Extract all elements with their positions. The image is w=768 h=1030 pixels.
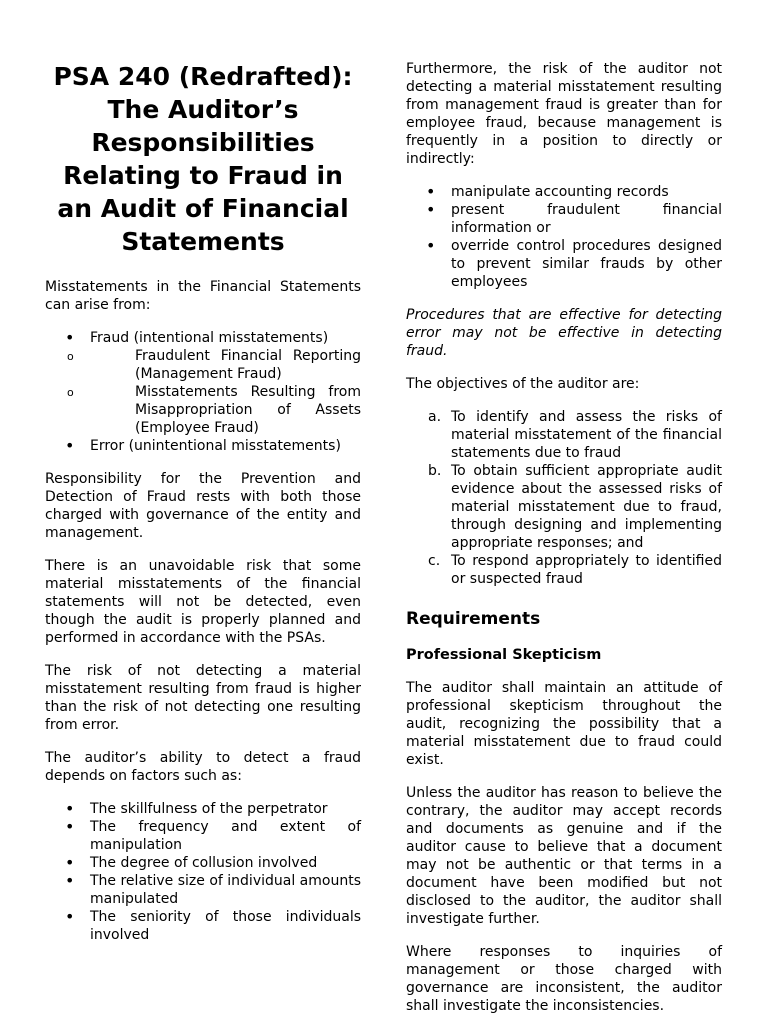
list-item — [406, 408, 722, 462]
records-genuine-paragraph: Unless the auditor has reason to believe the contrary, the auditor may accept records and documents as genuine and if the auditor cause to believe that a document may not be authentic or that terms in a document have been modified but not disclosed to the auditor, the auditor shall investigate further. — [406, 785, 722, 927]
list-item-text: To identify and assess the risks of material misstatement of the financial statements due to fraud — [451, 409, 722, 461]
list-item — [406, 462, 722, 552]
list-item — [45, 908, 361, 944]
list-item-text: To obtain sufficient appropriate audit evidence about the assessed risks of material misstatement due to fraud, through designing and implementing appropriate responses; and — [451, 463, 722, 551]
list-marker: c. — [428, 553, 441, 569]
list-item-text: The relative size of individual amounts manipulated — [90, 873, 361, 907]
list-item — [45, 854, 361, 872]
sublist-item-text: Fraudulent Financial Reporting (Management Fraud) — [135, 348, 361, 382]
list-item-text: The skillfulness of the perpetrator — [90, 801, 328, 817]
detection-factors-list — [45, 800, 361, 944]
sublist-item — [45, 383, 361, 437]
list-item — [45, 329, 361, 437]
responsibility-paragraph: Responsibility for the Prevention and Detection of Fraud rests with both those charged with governance of the entity and management. — [45, 471, 361, 541]
fraud-types-sublist — [45, 347, 361, 437]
list-item-text: Fraud (intentional misstatements) — [90, 330, 329, 346]
management-actions-list — [406, 183, 722, 291]
right-column — [406, 60, 722, 1030]
list-item-text: manipulate accounting records — [451, 184, 669, 200]
auditor-ability-paragraph: The auditor’s ability to detect a fraud depends on factors such as: — [45, 750, 361, 784]
list-item — [45, 800, 361, 818]
list-marker: b. — [428, 463, 442, 479]
requirements-heading: Requirements — [406, 609, 541, 629]
management-fraud-paragraph: Furthermore, the risk of the auditor not detecting a material misstatement resulting from management fraud is greater than for employee fraud, because management is frequently in a position to directly or indirectly: — [406, 61, 722, 167]
list-item-text: The frequency and extent of manipulation — [90, 819, 361, 853]
list-item — [406, 201, 722, 237]
objectives-intro: The objectives of the auditor are: — [406, 376, 640, 392]
sublist-item-text: Misstatements Resulting from Misappropriation of Assets (Employee Fraud) — [135, 384, 361, 436]
inquiries-paragraph: Where responses to inquiries of management or those charged with governance are inconsistent, the auditor shall investigate the inconsistencies. — [406, 944, 722, 1014]
misstatement-sources-list — [45, 329, 361, 455]
list-item — [45, 818, 361, 854]
procedures-note: Procedures that are effective for detecting error may not be effective in detecting fraud. — [406, 307, 722, 359]
list-item — [406, 183, 722, 201]
left-column — [45, 60, 361, 959]
list-item-text: present fraudulent financial information or — [451, 202, 722, 236]
list-item-text: Error (unintentional misstatements) — [90, 438, 341, 454]
list-item — [45, 872, 361, 908]
list-item — [406, 552, 722, 588]
list-item-text: The degree of collusion involved — [90, 855, 318, 871]
detection-risk-paragraph: The risk of not detecting a material misstatement resulting from fraud is higher than the risk of not detecting one resulting from error. — [45, 663, 361, 733]
list-item-text: override control procedures designed to prevent similar frauds by other employees — [451, 238, 722, 290]
list-item-text: To respond appropriately to identified or suspected fraud — [451, 553, 722, 587]
list-marker: a. — [428, 409, 442, 425]
list-item — [406, 237, 722, 291]
list-item-text: The seniority of those individuals involved — [90, 909, 361, 943]
professional-skepticism-heading: Professional Skepticism — [406, 647, 602, 663]
objectives-list — [406, 408, 722, 588]
document-title: PSA 240 (Redrafted): The Auditor’s Responsibilities Relating to Fraud in an Audit of Financial Statements — [53, 62, 353, 256]
unavoidable-risk-paragraph: There is an unavoidable risk that some material misstatements of the financial statements will not be detected, even though the audit is properly planned and performed in accordance with the PSAs. — [45, 558, 361, 646]
sublist-item — [45, 347, 361, 383]
list-item — [45, 437, 361, 455]
skepticism-paragraph: The auditor shall maintain an attitude of professional skepticism throughout the audit, recognizing the possibility that a material misstatement due to fraud could exist. — [406, 680, 722, 768]
intro-paragraph: Misstatements in the Financial Statements can arise from: — [45, 279, 361, 313]
